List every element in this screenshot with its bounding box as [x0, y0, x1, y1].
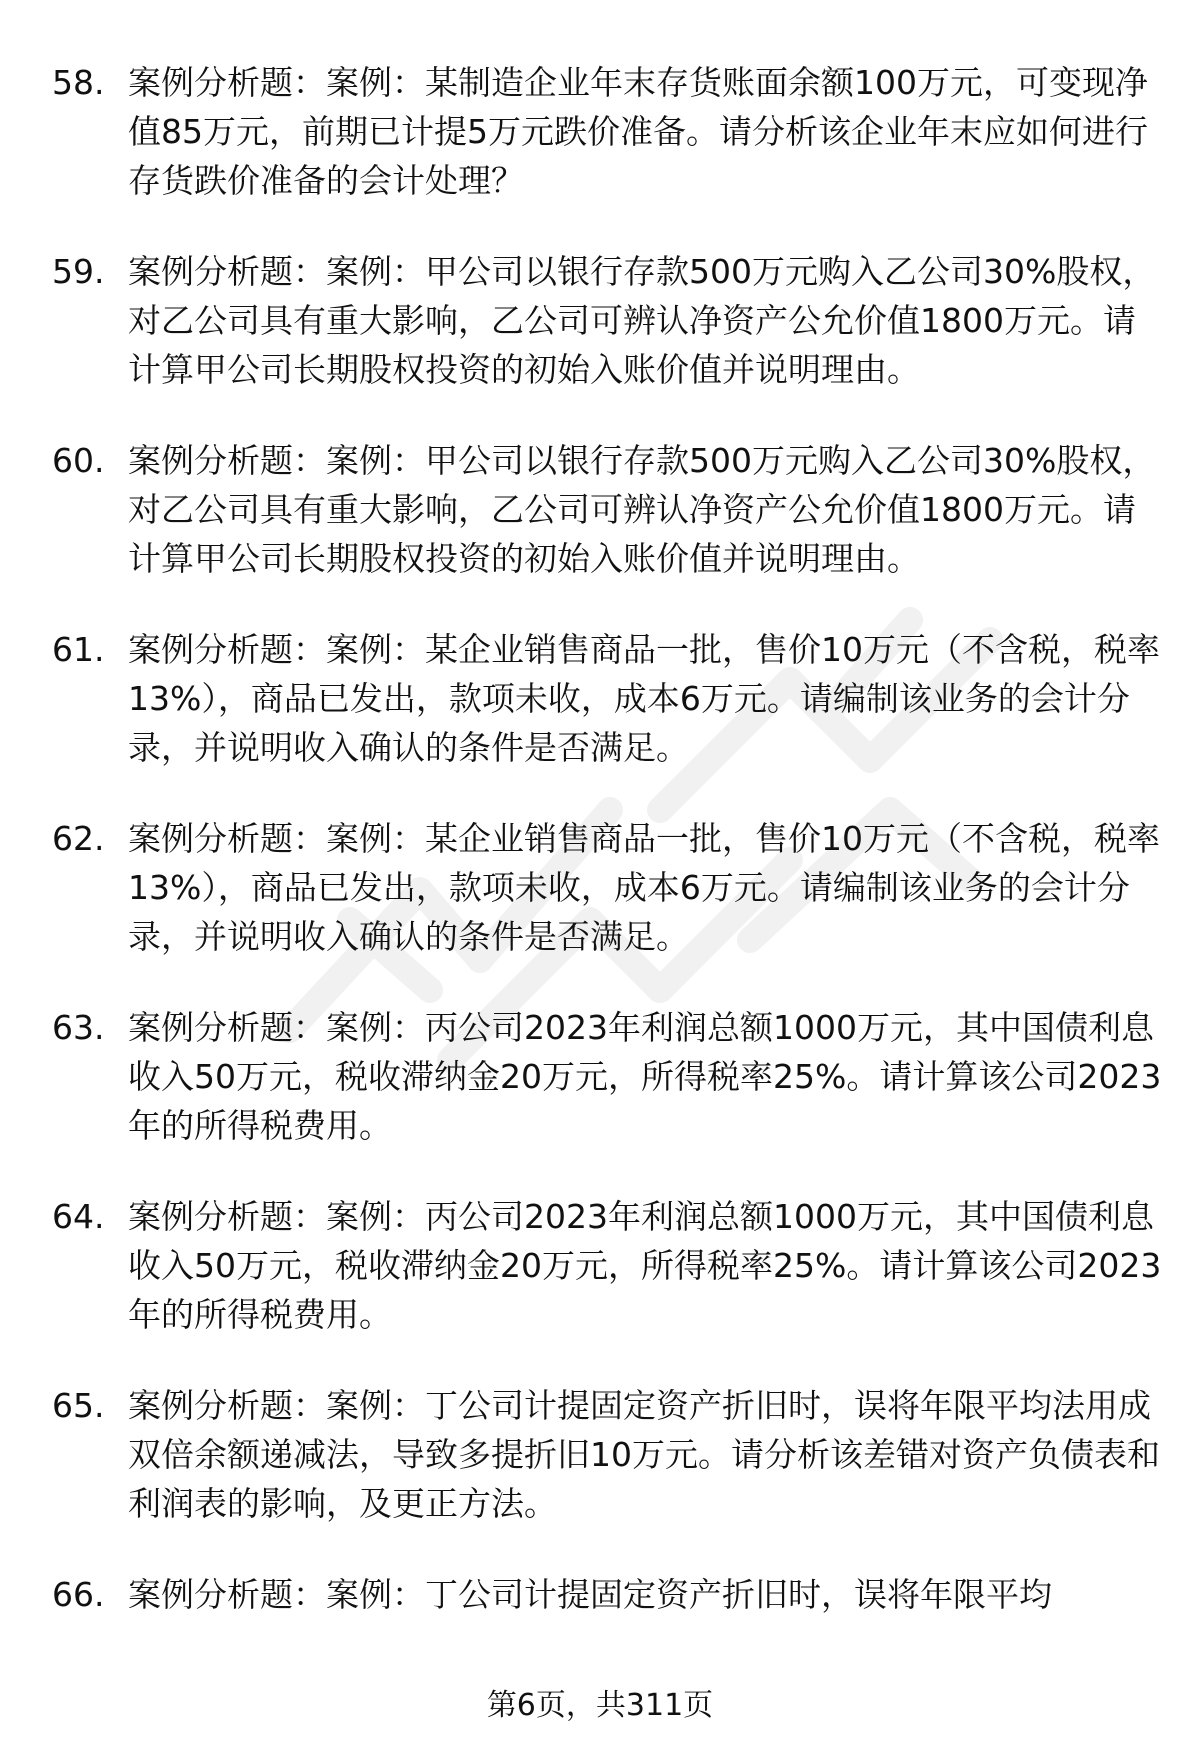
page-footer: 第6页，共311页	[486, 1688, 714, 1723]
question-text: 案例分析题：案例：丁公司计提固定资产折旧时，误将年限平均	[128, 1575, 1052, 1614]
question-number: 64.	[52, 1197, 105, 1236]
question-text: 案例分析题：案例：某企业销售商品一批，售价10万元（不含税，税率13%），商品已发出，款项未收，成本6万元。请编制该业务的会计分录，并说明收入确认的条件是否满足。	[128, 630, 1160, 767]
question-number: 66.	[52, 1575, 105, 1614]
question-text: 案例分析题：案例：某企业销售商品一批，售价10万元（不含税，税率13%），商品已发出，款项未收，成本6万元。请编制该业务的会计分录，并说明收入确认的条件是否满足。	[128, 819, 1160, 956]
question-item	[52, 247, 1162, 394]
question-number: 63.	[52, 1008, 105, 1047]
question-number: 58.	[52, 63, 105, 102]
question-item	[52, 1192, 1162, 1339]
question-item	[52, 814, 1162, 961]
question-number: 61.	[52, 630, 105, 669]
question-number: 62.	[52, 819, 105, 858]
question-item	[52, 58, 1162, 205]
question-text: 案例分析题：案例：甲公司以银行存款500万元购入乙公司30%股权，对乙公司具有重大影响，乙公司可辨认净资产公允价值1800万元。请计算甲公司长期股权投资的初始入账价值并说明理由。	[128, 441, 1156, 578]
question-item	[52, 1381, 1162, 1528]
question-text: 案例分析题：案例：丁公司计提固定资产折旧时，误将年限平均法用成双倍余额递减法，导致多提折旧10万元。请分析该差错对资产负债表和利润表的影响，及更正方法。	[128, 1386, 1160, 1523]
question-item	[52, 436, 1162, 583]
question-text: 案例分析题：案例：丙公司2023年利润总额1000万元，其中国债利息收入50万元，税收滞纳金20万元，所得税率25%。请计算该公司2023年的所得税费用。	[128, 1197, 1162, 1334]
question-text: 案例分析题：案例：某制造企业年末存货账面余额100万元，可变现净值85万元，前期已计提5万元跌价准备。请分析该企业年末应如何进行存货跌价准备的会计处理？	[128, 63, 1148, 200]
question-number: 60.	[52, 441, 105, 480]
question-text: 案例分析题：案例：丙公司2023年利润总额1000万元，其中国债利息收入50万元，税收滞纳金20万元，所得税率25%。请计算该公司2023年的所得税费用。	[128, 1008, 1162, 1145]
question-text: 案例分析题：案例：甲公司以银行存款500万元购入乙公司30%股权，对乙公司具有重大影响，乙公司可辨认净资产公允价值1800万元。请计算甲公司长期股权投资的初始入账价值并说明理由。	[128, 252, 1156, 389]
question-item	[52, 1570, 1162, 1619]
question-item	[52, 1003, 1162, 1150]
question-number: 59.	[52, 252, 105, 291]
question-number: 65.	[52, 1386, 105, 1425]
question-item	[52, 625, 1162, 772]
question-list	[52, 58, 1162, 1661]
